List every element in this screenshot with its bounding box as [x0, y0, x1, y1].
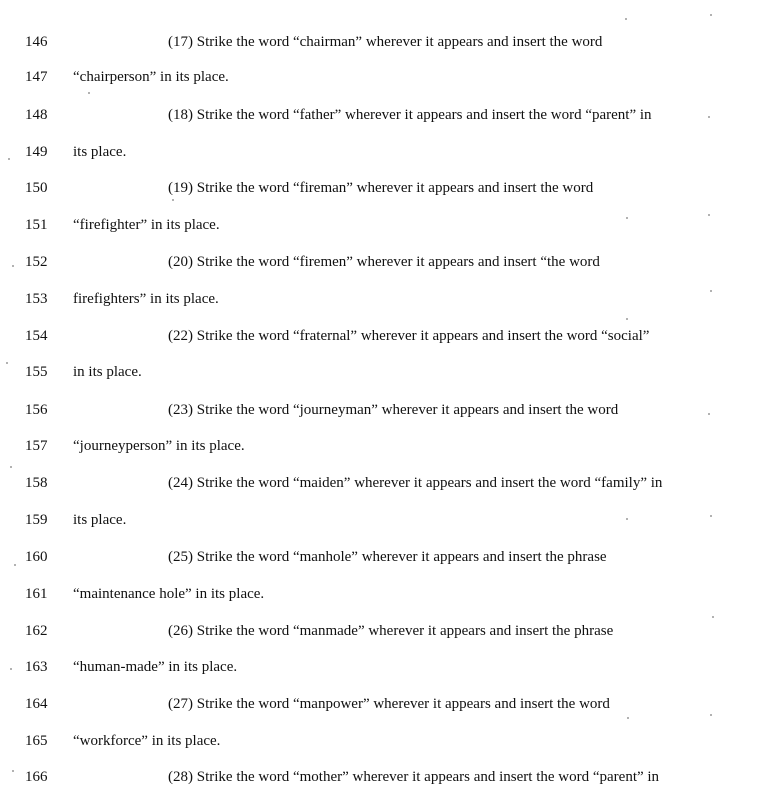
line-number: 151	[25, 217, 48, 233]
text-line	[0, 619, 757, 643]
scan-speck	[8, 158, 10, 160]
line-text: (26) Strike the word “manmade” wherever it appears and insert the phrase	[168, 623, 614, 639]
line-number: 148	[25, 107, 48, 123]
line-text: (17) Strike the word “chairman” wherever it appears and insert the word	[168, 34, 603, 50]
line-number: 153	[25, 291, 48, 307]
line-text: (18) Strike the word “father” wherever it appears and insert the word “parent” in	[168, 107, 652, 123]
scan-speck	[14, 564, 16, 566]
scan-speck	[710, 14, 712, 16]
text-line	[0, 692, 757, 716]
line-number: 156	[25, 402, 48, 418]
line-number: 149	[25, 144, 48, 160]
text-line	[0, 729, 757, 753]
text-line	[0, 287, 757, 311]
scan-speck	[12, 265, 14, 267]
text-line	[0, 545, 757, 569]
text-line	[0, 324, 757, 348]
text-line	[0, 398, 757, 422]
scan-speck	[172, 199, 174, 201]
line-number: 150	[25, 180, 48, 196]
line-text: “workforce” in its place.	[73, 733, 221, 749]
line-text: “maintenance hole” in its place.	[73, 586, 265, 602]
line-number: 157	[25, 438, 48, 454]
text-line	[0, 582, 757, 606]
line-text: “firefighter” in its place.	[73, 217, 220, 233]
line-number: 162	[25, 623, 48, 639]
scan-speck	[10, 466, 12, 468]
text-line	[0, 471, 757, 495]
line-number: 163	[25, 659, 48, 675]
line-text: (25) Strike the word “manhole” wherever it appears and insert the phrase	[168, 549, 607, 565]
text-line	[0, 250, 757, 274]
line-text: its place.	[73, 512, 127, 528]
scan-speck	[627, 717, 629, 719]
scan-speck	[6, 362, 8, 364]
line-text: (23) Strike the word “journeyman” wherever it appears and insert the word	[168, 402, 619, 418]
scan-speck	[626, 318, 628, 320]
line-number: 146	[25, 34, 48, 50]
text-line	[0, 765, 757, 789]
line-number: 154	[25, 328, 48, 344]
line-text: (24) Strike the word “maiden” wherever it appears and insert the word “family” in	[168, 475, 663, 491]
scan-speck	[708, 413, 710, 415]
scan-speck	[708, 214, 710, 216]
scan-speck	[710, 714, 712, 716]
line-text: (20) Strike the word “firemen” wherever it appears and insert “the word	[168, 254, 600, 270]
text-line	[0, 434, 757, 458]
line-number: 166	[25, 769, 48, 785]
text-line	[0, 65, 757, 89]
line-number: 152	[25, 254, 48, 270]
scan-speck	[712, 616, 714, 618]
scan-speck	[710, 290, 712, 292]
line-text: in its place.	[73, 364, 142, 380]
scan-speck	[626, 217, 628, 219]
scan-speck	[625, 18, 627, 20]
scan-speck	[626, 518, 628, 520]
scan-speck	[12, 770, 14, 772]
text-line	[0, 360, 757, 384]
line-text: “human-made” in its place.	[73, 659, 238, 675]
scan-speck	[708, 116, 710, 118]
line-number: 161	[25, 586, 48, 602]
line-number: 155	[25, 364, 48, 380]
scan-speck	[10, 668, 12, 670]
line-text: (19) Strike the word “fireman” wherever it appears and insert the word	[168, 180, 594, 196]
line-number: 165	[25, 733, 48, 749]
line-text: (27) Strike the word “manpower” wherever it appears and insert the word	[168, 696, 610, 712]
line-text: “journeyperson” in its place.	[73, 438, 245, 454]
line-text: its place.	[73, 144, 127, 160]
line-number: 158	[25, 475, 48, 491]
line-number: 147	[25, 69, 48, 85]
text-line	[0, 655, 757, 679]
text-line	[0, 176, 757, 200]
text-line	[0, 30, 757, 54]
scan-speck	[88, 92, 90, 94]
text-line	[0, 508, 757, 532]
scan-speck	[710, 515, 712, 517]
line-number: 160	[25, 549, 48, 565]
line-text: firefighters” in its place.	[73, 291, 219, 307]
line-text: (28) Strike the word “mother” wherever it appears and insert the word “parent” in	[168, 769, 660, 785]
text-line	[0, 140, 757, 164]
line-number: 159	[25, 512, 48, 528]
line-number: 164	[25, 696, 48, 712]
text-line	[0, 213, 757, 237]
line-text: (22) Strike the word “fraternal” wherever it appears and insert the word “social”	[168, 328, 650, 344]
line-text: “chairperson” in its place.	[73, 69, 229, 85]
text-line	[0, 103, 757, 127]
